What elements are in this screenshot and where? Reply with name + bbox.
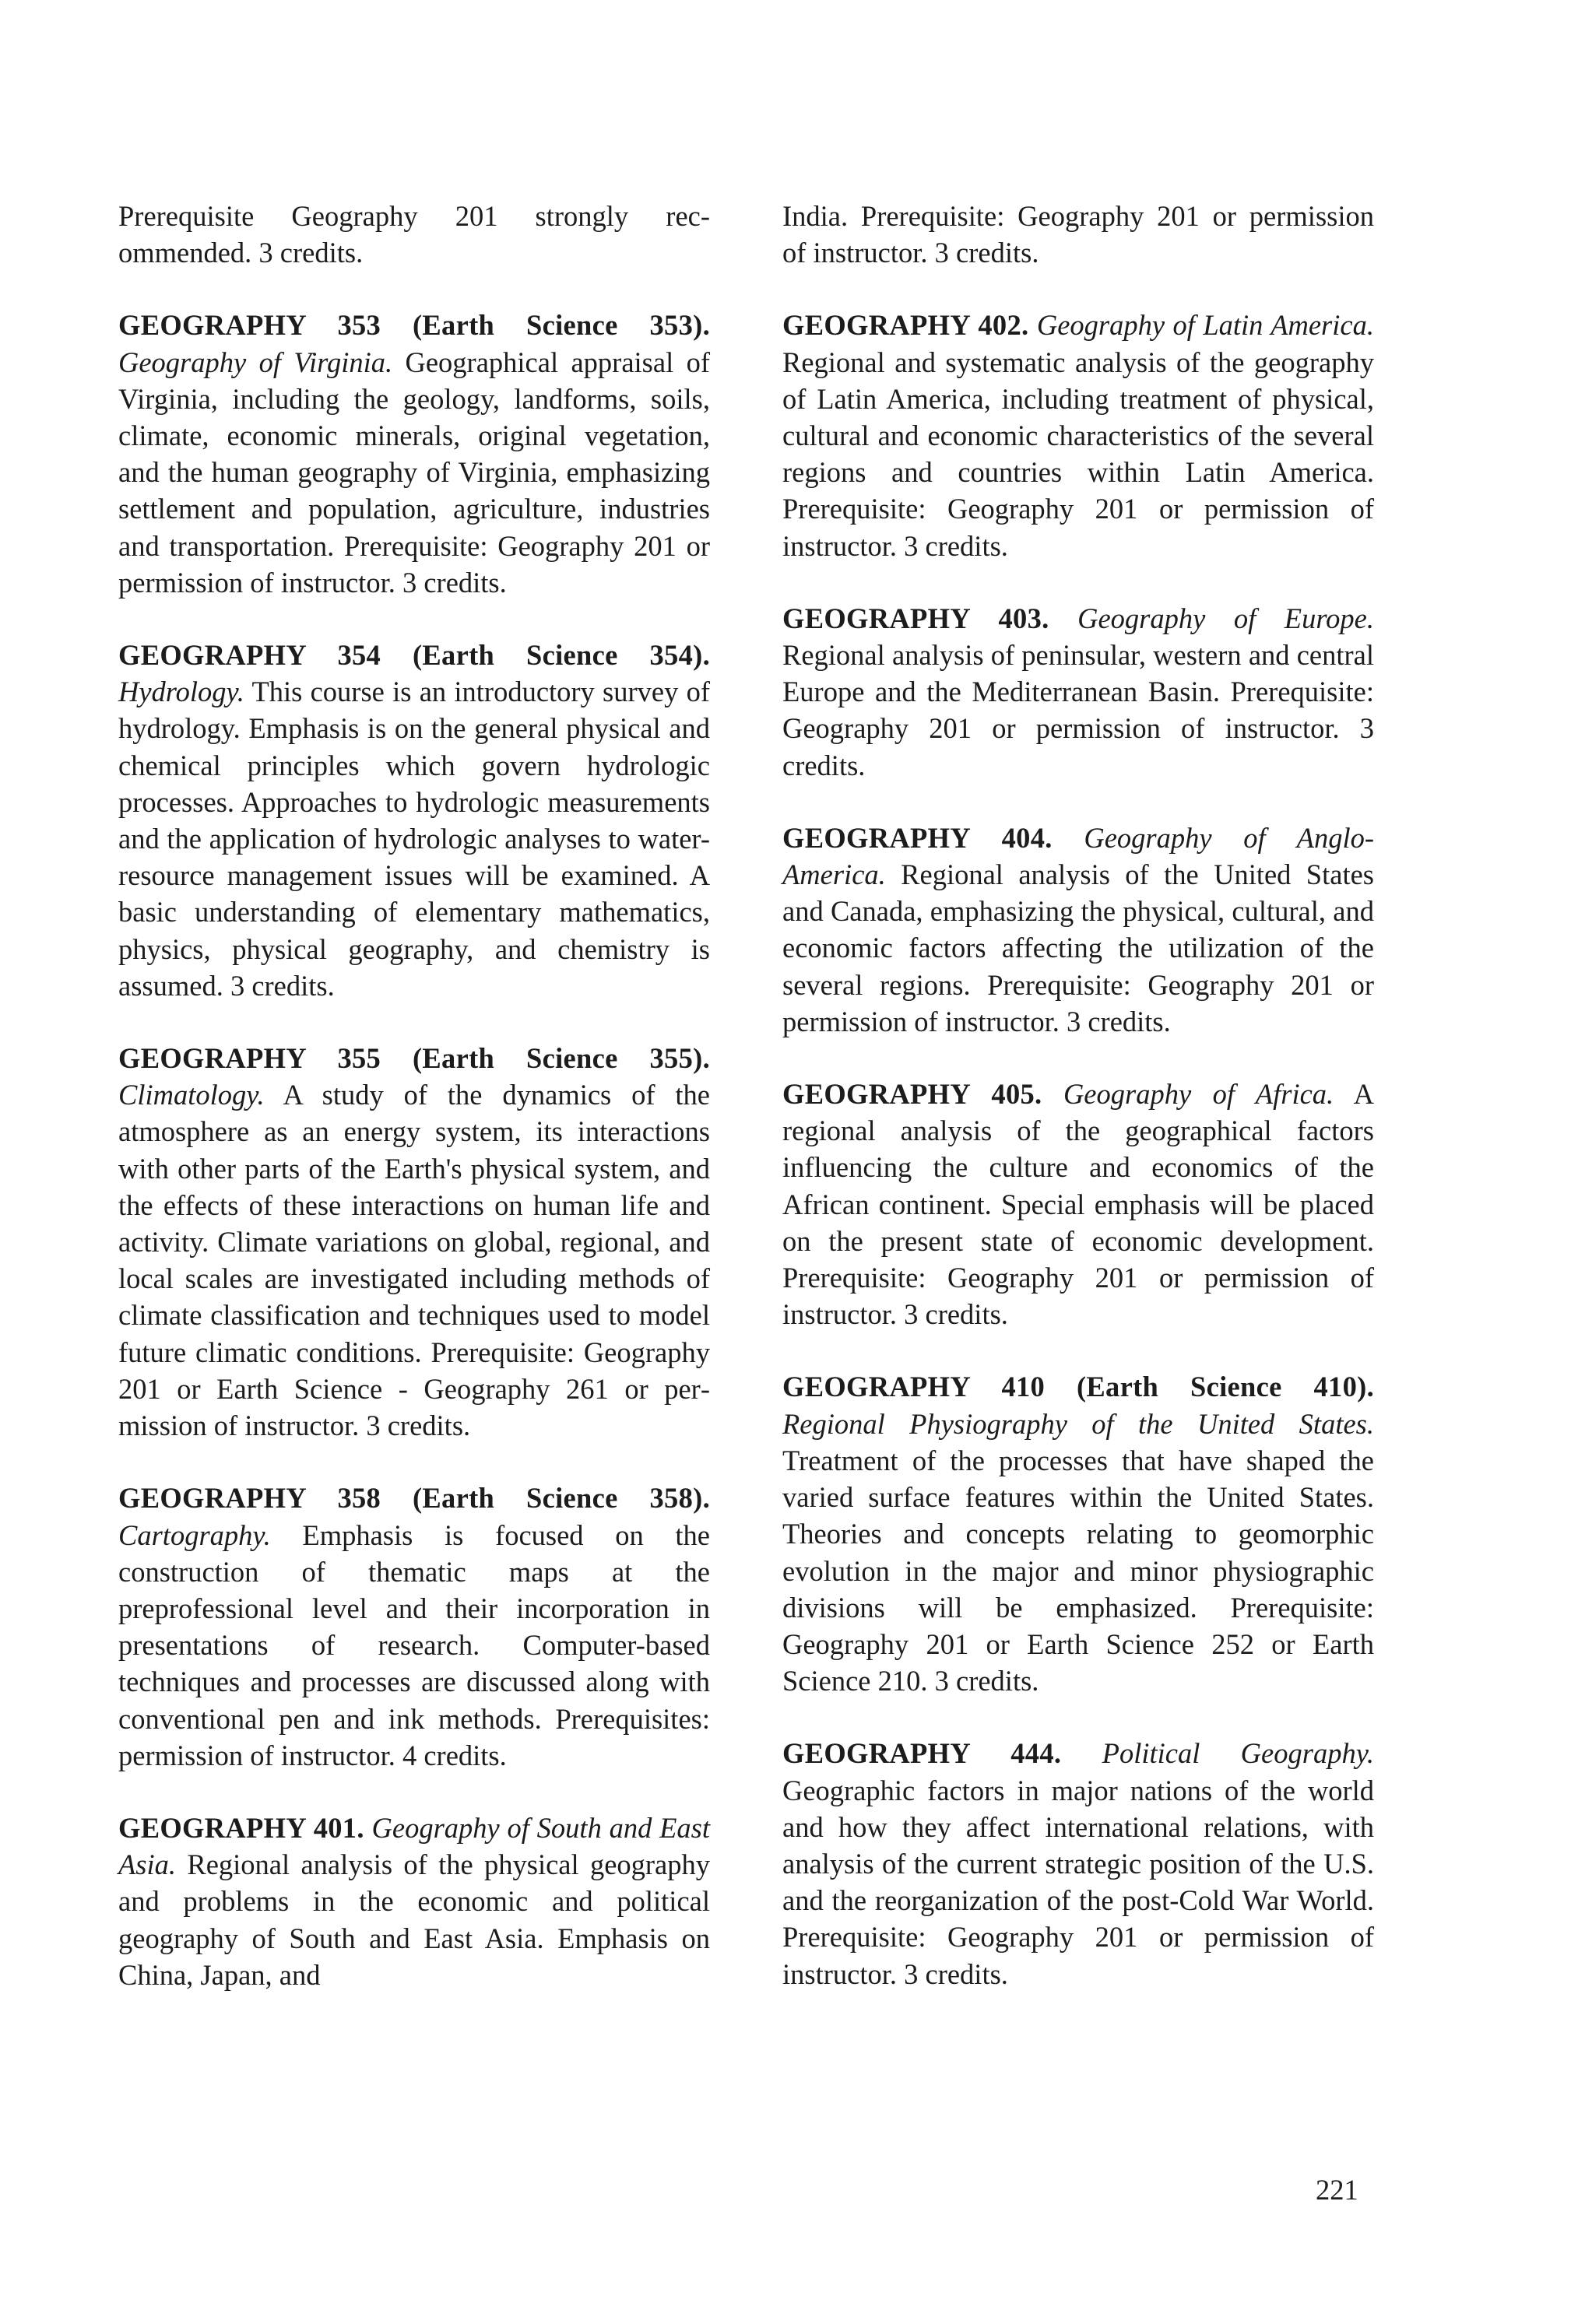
course-title: Geography of Virginia.	[118, 346, 393, 378]
course-description: Regional analysis of peninsular, western and central Europe and the Mediterranean Basin. Prerequisite: Geography 201 or permission of instructor. 3 credits.	[782, 639, 1374, 781]
course-title: Political Geography.	[1102, 1737, 1374, 1770]
page-number: 221	[1316, 2174, 1358, 2206]
course-title: Regional Physiography of the United States.	[782, 1407, 1374, 1440]
course-description: Regional and systematic analysis of the geography of Latin America, including treatment of physical, cultural and economic characteristics of the several regions and countries within Latin America. Prerequisite: Geography 201 or permission of instructor. 3 credits.	[782, 346, 1374, 562]
course-entry-geography-401	[118, 1810, 710, 1993]
course-title: Climatology.	[118, 1079, 265, 1111]
course-description: A study of the dynamics of the atmosphere as an energy system, its interactions with other parts of the Earth's physical system, and the effects of these interactions on human life and activity. Climate variations on global, regional, and local scales are investigated including methods of climate classification and techniques used to model future climatic conditions. Prerequisite: Geography 201 or Earth Science - Geography 261 or permission of instructor. 3 credits.	[118, 1079, 710, 1442]
course-code: GEOGRAPHY 401.	[118, 1811, 364, 1844]
course-description: Geographical appraisal of Virginia, including the geology, landforms, soils, climate, economic minerals, original vegetation, and the human geography of Virginia, emphasizing settlement and population, agriculture, industries and transportation. Prerequisite: Geography 201 or permission of instructor. 3 credits.	[118, 346, 711, 599]
course-code: GEOGRAPHY 355 (Earth Science 355).	[118, 1042, 710, 1075]
course-title: Cartography.	[118, 1518, 271, 1551]
course-entry-geography-402	[782, 307, 1374, 563]
course-entry-geography-405	[782, 1076, 1374, 1332]
course-title: Geography of South and East Asia.	[118, 1811, 710, 1881]
course-entry-geography-355	[118, 1040, 710, 1444]
course-title: Geography of Anglo-America.	[782, 821, 1374, 891]
left-column	[118, 198, 710, 2029]
course-entry-geography-410	[782, 1368, 1374, 1699]
course-code: GEOGRAPHY 410 (Earth Science 410).	[782, 1371, 1374, 1403]
course-description: Geographic factors in major nations of the world and how they affect international relations, with analysis of the current strategic position of the U.S. and the reorganization of the post-Cold War World. Prerequisite: Geography 201 or permission of instructor. 3 credits.	[782, 1774, 1374, 1990]
course-description: Emphasis is focused on the construction of thematic maps at the preprofessional level and their incorporation in presentations of research. Computer-based techniques and processes are discussed along with conventional pen and ink methods. Prerequisites: permission of instructor. 4 credits.	[118, 1518, 711, 1771]
right-column	[782, 198, 1374, 2028]
course-code: GEOGRAPHY 402.	[782, 309, 1029, 342]
course-code: GEOGRAPHY 405.	[782, 1078, 1042, 1111]
course-code: GEOGRAPHY 403.	[782, 602, 1049, 634]
course-description: Regional analysis of the United States and Canada, emphasizing the physical, cultural, and economic factors affecting the utilization of the several regions. Prerequisite: Geography 201 or permission of instructor. 3 credits.	[782, 858, 1374, 1037]
course-title: Hydrology.	[118, 676, 244, 708]
course-entry-continuation	[782, 198, 1374, 271]
course-entry-geography-403	[782, 600, 1374, 784]
course-entry-geography-358	[118, 1480, 710, 1774]
course-title: Geography of Europe.	[1077, 602, 1374, 634]
course-entry-geography-444	[782, 1735, 1374, 1992]
course-description: Treatment of the processes that have shaped the varied surface features within the United States. Theories and concepts relating to geomorphic evolution in the major and minor physiographic divisions will be emphasized. Prerequisite: Geography 201 or Earth Science 252 or Earth Science 210. 3 credits.	[782, 1444, 1374, 1697]
course-entry-geography-354	[118, 637, 710, 1004]
course-title: Geography of Africa.	[1063, 1078, 1334, 1111]
course-entry-geography-404	[782, 820, 1374, 1040]
course-entry-continuation	[118, 198, 710, 271]
course-code: GEOGRAPHY 444.	[782, 1737, 1062, 1770]
course-description: This course is an introductory survey of hydrology. Emphasis is on the general physical and chemical principles which govern hydrologic processes. Approaches to hydrologic measurements and the application of hydrologic analyses to water-resource management issues will be examined. A basic understanding of elementary mathematics, physics, physical geography, and chemistry is assumed. 3 credits.	[118, 676, 711, 1002]
course-description: India. Prerequisite: Geography 201 or permission of instructor. 3 credits.	[782, 200, 1374, 269]
course-code: GEOGRAPHY 354 (Earth Science 354).	[118, 639, 710, 672]
course-code: GEOGRAPHY 353 (Earth Science 353).	[118, 309, 710, 342]
course-description: Prerequisite Geography 201 strongly recommended. 3 credits.	[118, 200, 710, 269]
course-entry-geography-353	[118, 307, 710, 601]
course-description: Regional analysis of the physical geography and problems in the economic and political geography of South and East Asia. Emphasis on China, Japan, and	[118, 1848, 711, 1991]
course-code: GEOGRAPHY 358 (Earth Science 358).	[118, 1482, 710, 1515]
course-title: Geography of Latin America.	[1036, 309, 1374, 342]
course-code: GEOGRAPHY 404.	[782, 821, 1053, 854]
course-description: A regional analysis of the geographical factors influencing the culture and economics of the African continent. Special emphasis will be placed on the present state of economic development. Prerequisite: Geography 201 or permission of instructor. 3 credits.	[782, 1078, 1374, 1331]
